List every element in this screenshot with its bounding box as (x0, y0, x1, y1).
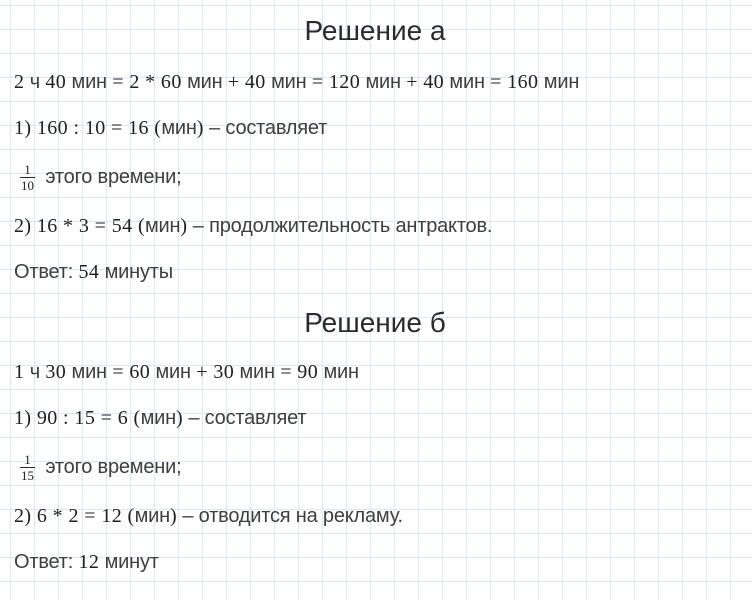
math-segment: = 2 * 60 (112, 71, 182, 93)
solution-section-b (14, 306, 736, 575)
text-segment: Ответ: (14, 551, 79, 573)
solution-line (14, 452, 736, 483)
fraction (20, 452, 35, 483)
math-segment: + 40 (406, 71, 445, 93)
math-segment: 1) 160 : 10 = 16 ( (14, 117, 162, 139)
math-segment: + 30 (196, 361, 235, 383)
text-segment: мин (181, 71, 228, 93)
solution-line (14, 260, 736, 285)
solution-line (14, 504, 736, 529)
math-segment: = 120 (311, 71, 361, 93)
section-title-b: Решение б (304, 307, 446, 338)
math-segment: 2 (14, 71, 25, 93)
text-segment: – продолжительность антрактов. (187, 215, 493, 237)
text-segment: мин (145, 215, 181, 237)
text-segment: – составляет (203, 117, 328, 139)
text-segment: мин (234, 361, 281, 383)
text-segment: мин (134, 505, 170, 527)
math-segment: 2) 16 * 3 = 54 ( (14, 215, 145, 237)
text-segment: минуты (99, 261, 173, 283)
text-segment: мин (140, 407, 176, 429)
fraction-denominator: 15 (21, 468, 34, 483)
math-segment: ) (169, 505, 178, 527)
solution-section-a (14, 14, 736, 285)
math-segment: 40 (45, 71, 67, 93)
text-segment: – составляет (183, 407, 307, 429)
fraction-denominator: 10 (21, 178, 34, 193)
solution-a-lines (14, 70, 736, 285)
math-segment: ) (180, 215, 188, 237)
text-segment: мин (150, 361, 197, 383)
math-segment: 54 (78, 261, 100, 283)
solution-line (14, 214, 736, 239)
text-segment: мин (318, 361, 359, 383)
math-segment: + 40 (227, 71, 266, 93)
math-segment: ) (196, 117, 204, 139)
solution-b-lines (14, 360, 736, 575)
fraction (20, 162, 35, 193)
text-segment: мин (66, 361, 113, 383)
math-segment: 1 (14, 361, 25, 383)
math-segment: ) (175, 407, 183, 429)
solution-line (14, 406, 736, 431)
math-segment: = 90 (280, 361, 319, 383)
text-segment: мин (360, 71, 407, 93)
fraction-numerator: 1 (24, 162, 31, 177)
text-segment: ч (24, 361, 46, 383)
text-segment: ч (24, 71, 46, 93)
text-segment: мин (538, 71, 580, 93)
math-segment: 12 (78, 551, 100, 573)
math-segment: = 60 (112, 361, 151, 383)
solution-line (14, 360, 736, 385)
math-segment: 30 (45, 361, 67, 383)
math-segment: 2) 6 * 2 = 12 ( (14, 505, 135, 527)
text-segment: минут (99, 551, 159, 573)
math-segment: = 160 (490, 71, 539, 93)
text-segment: этого времени; (40, 165, 182, 188)
text-segment: мин (444, 71, 491, 93)
solution-line (14, 116, 736, 141)
text-segment: Ответ: (14, 261, 79, 283)
text-segment: мин (66, 71, 113, 93)
solution-line (14, 162, 736, 193)
text-segment: этого времени; (40, 455, 182, 478)
solution-line (14, 70, 736, 95)
math-segment: 1) 90 : 15 = 6 ( (14, 407, 141, 429)
text-segment: – отводится на рекламу. (177, 505, 403, 527)
text-segment: мин (161, 117, 197, 139)
text-segment: мин (265, 71, 312, 93)
section-title-a: Решение а (304, 15, 446, 46)
solution-line (14, 550, 736, 575)
fraction-numerator: 1 (24, 452, 31, 467)
